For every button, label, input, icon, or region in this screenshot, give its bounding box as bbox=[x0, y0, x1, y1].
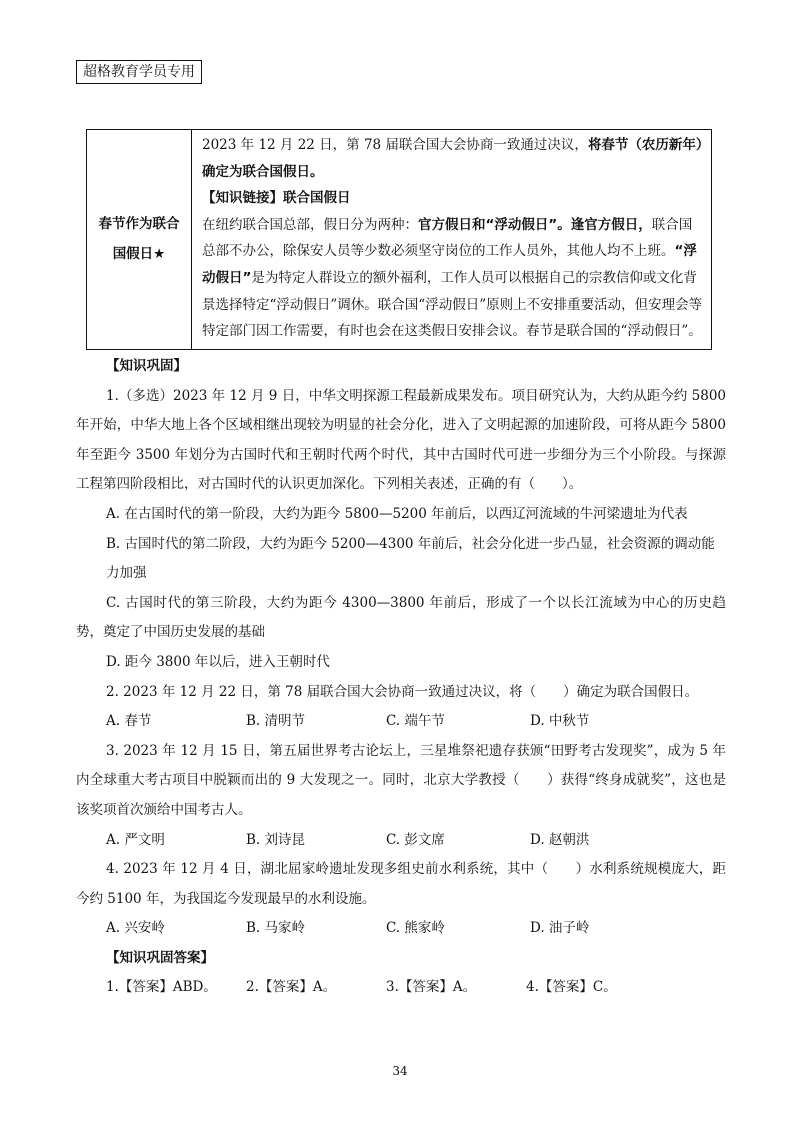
q4-option-c: C. 熊家岭 bbox=[386, 920, 445, 937]
topic-cell bbox=[87, 130, 192, 350]
q2-option-c: C. 端午节 bbox=[386, 713, 445, 730]
page-number: 34 bbox=[392, 1064, 408, 1078]
q1-option-c: C. 古国时代的第三阶段，大约为距今 4300—3800 年前后，形成了一个以长江流域为中心的历史趋势，奠定了中国历史发展的基础 bbox=[76, 594, 726, 641]
header-tag: 超格教育学员专用 bbox=[76, 60, 202, 84]
p2-plain-a: 在纽约联合国总部，假日分为两种： bbox=[202, 216, 418, 233]
p2-plain-b: 联合国总部不办公，除保安人员等少数必须坚守岗位的工作人员外，其他人均不上班。 bbox=[202, 216, 693, 260]
q1-option-a: A. 在古国时代的第一阶段，大约为距今 5800—5200 年前后，以西辽河流域的牛河梁遗址为代表 bbox=[106, 505, 688, 522]
topic-line-1: 春节作为联合 bbox=[98, 216, 180, 233]
answer-3: 3.【答案】A。 bbox=[386, 979, 477, 996]
q4-option-b: B. 马家岭 bbox=[246, 920, 306, 937]
content-cell bbox=[192, 130, 712, 350]
q1-stem: 1.（多选）2023 年 12 月 9 日，中华文明探源工程最新成果发布。项目研究认为，大约从距今约 5800 年开始，中华大地上各个区域相继出现较为明显的社会分化，进入了文明起源的加速阶段，可将从距今 5800 年至距今 3500 年划分为古国时代和王朝时代两个时代，其中古国时代可进一步细分为三个小阶段。与探源工程第四阶段相比，对古国时代的认识更加深化。下列相关表述，正确的有（ ）。 bbox=[76, 387, 726, 493]
q4-stem: 4. 2023 年 12 月 4 日，湖北屈家岭遗址发现多组史前水利系统，其中（ ）水利系统规模庞大，距今约 5100 年，为我国迄今发现最早的水利设施。 bbox=[76, 861, 726, 907]
p2-bold-b: “浮动假日” bbox=[202, 243, 697, 286]
q3-options bbox=[76, 826, 726, 856]
p1-bold: 将春节（农历新年）确定为联合国假日。 bbox=[202, 137, 703, 180]
q3-option-a: A. 严文明 bbox=[106, 831, 165, 848]
q4-option-d: D. 油子岭 bbox=[530, 920, 590, 937]
p2-bold-a: 官方假日和“浮动假日”。逢官方假日， bbox=[418, 216, 652, 233]
q2-stem: 2. 2023 年 12 月 22 日，第 78 届联合国大会协商一致通过决议，将（ ）确定为联合国假日。 bbox=[106, 683, 699, 700]
q2-options bbox=[76, 707, 726, 737]
q2-option-a: A. 春节 bbox=[106, 713, 152, 730]
q4-options bbox=[76, 914, 726, 944]
info-table bbox=[86, 129, 712, 350]
answer-1: 1.【答案】ABD。 bbox=[106, 979, 217, 996]
q4-option-a: A. 兴安岭 bbox=[106, 920, 165, 937]
content-paragraph-2 bbox=[202, 212, 703, 345]
q3-option-b: B. 刘诗昆 bbox=[246, 831, 306, 848]
q1-option-b: B. 古国时代的第二阶段，大约为距今 5200—4300 年前后，社会分化进一步凸显，社会资源的调动能力加强 bbox=[106, 535, 715, 582]
q1-option-d: D. 距今 3800 年以后，进入王朝时代 bbox=[106, 653, 330, 670]
answers-row bbox=[76, 973, 726, 1003]
q2-option-b: B. 清明节 bbox=[246, 713, 306, 730]
answer-2: 2.【答案】A。 bbox=[246, 979, 337, 996]
quiz-title: 【知识巩固】 bbox=[106, 358, 187, 374]
topic-line-2: 国假日★ bbox=[112, 246, 166, 263]
q3-stem: 3. 2023 年 12 月 15 日，第五届世界考古论坛上，三星堆祭祀遗存获颁“田野考古发现奖”，成为 5 年内全球重大考古项目中脱颖而出的 9 大发现之一。同时，北京大学教授（ ）获得“终身成就奖”，这也是该奖项首次颁给中国考古人。 bbox=[76, 742, 726, 818]
answers-title: 【知识巩固答案】 bbox=[106, 949, 214, 966]
q3-option-c: C. 彭文席 bbox=[386, 831, 445, 848]
quiz-section bbox=[76, 352, 726, 1003]
p1-plain: 2023 年 12 月 22 日，第 78 届联合国大会协商一致通过决议， bbox=[202, 137, 588, 153]
content-paragraph-1 bbox=[202, 132, 703, 185]
q3-option-d: D. 赵朝洪 bbox=[530, 831, 590, 848]
link-title: 【知识链接】联合国假日 bbox=[202, 190, 351, 207]
answer-4: 4.【答案】C。 bbox=[526, 979, 617, 996]
p2-plain-c: 是为特定人群设立的额外福利，工作人员可以根据自己的宗教信仰或文化背景选择特定“浮动假日”调休。联合国“浮动假日”原则上不安排重要活动，但安理会等特定部门因工作需要，有时也会在这类假日安排会议。春节是联合国的“浮动假日”。 bbox=[202, 269, 703, 340]
q2-option-d: D. 中秋节 bbox=[530, 713, 590, 730]
